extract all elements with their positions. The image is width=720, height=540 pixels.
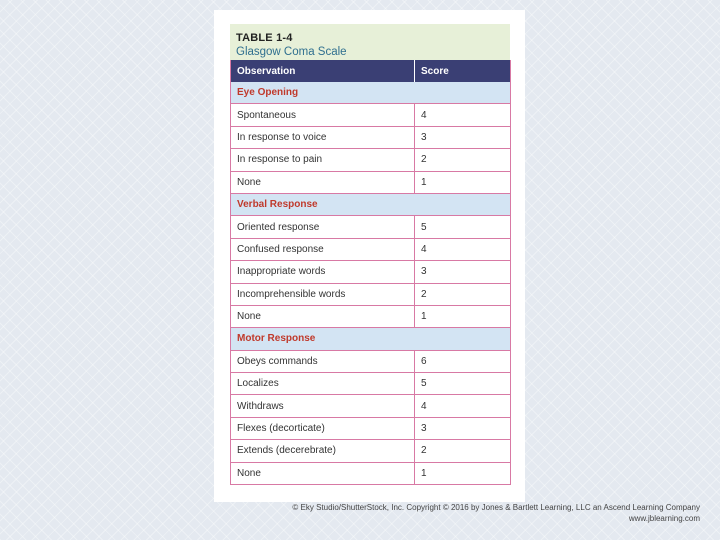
observation-cell: In response to pain bbox=[231, 149, 415, 171]
table-number: TABLE 1-4 bbox=[236, 32, 293, 44]
score-cell: 1 bbox=[415, 171, 511, 193]
table-row bbox=[231, 462, 511, 484]
observation-cell: In response to voice bbox=[231, 126, 415, 148]
score-cell: 4 bbox=[415, 238, 511, 260]
observation-cell: Localizes bbox=[231, 373, 415, 395]
table-image bbox=[214, 10, 525, 502]
score-column-header: Score bbox=[415, 60, 511, 82]
table-row bbox=[231, 417, 511, 439]
section-row-verbal-response bbox=[231, 193, 511, 215]
score-cell: 3 bbox=[415, 126, 511, 148]
score-cell: 4 bbox=[415, 395, 511, 417]
table-row bbox=[231, 305, 511, 327]
section-label: Eye Opening bbox=[231, 82, 415, 104]
observation-cell: Flexes (decorticate) bbox=[231, 417, 415, 439]
score-cell: 3 bbox=[415, 261, 511, 283]
section-label: Verbal Response bbox=[231, 193, 415, 215]
table-row bbox=[231, 261, 511, 283]
table-row bbox=[231, 350, 511, 372]
observation-cell: Extends (decerebrate) bbox=[231, 440, 415, 462]
score-cell: 2 bbox=[415, 283, 511, 305]
score-cell: 4 bbox=[415, 104, 511, 126]
table-row bbox=[231, 395, 511, 417]
score-cell: 1 bbox=[415, 305, 511, 327]
table-row bbox=[231, 238, 511, 260]
glasgow-coma-scale-table bbox=[230, 60, 511, 485]
observation-cell: Withdraws bbox=[231, 395, 415, 417]
observation-cell: Confused response bbox=[231, 238, 415, 260]
table-title: Glasgow Coma Scale bbox=[236, 46, 347, 58]
observation-cell: Inappropriate words bbox=[231, 261, 415, 283]
table-row bbox=[231, 440, 511, 462]
copyright-line: © Eky Studio/ShutterStock, Inc. Copyright © 2016 by Jones & Bartlett Learning, LLC an Ascend Learning Company bbox=[292, 503, 700, 512]
table-row bbox=[231, 283, 511, 305]
table-row bbox=[231, 373, 511, 395]
score-cell: 6 bbox=[415, 350, 511, 372]
table-row bbox=[231, 126, 511, 148]
table-row bbox=[231, 171, 511, 193]
observation-cell: Spontaneous bbox=[231, 104, 415, 126]
score-cell: 3 bbox=[415, 417, 511, 439]
copyright-notice bbox=[230, 502, 700, 524]
score-cell: 5 bbox=[415, 216, 511, 238]
score-cell: 2 bbox=[415, 440, 511, 462]
observation-cell: None bbox=[231, 462, 415, 484]
score-cell: 5 bbox=[415, 373, 511, 395]
observation-column-header: Observation bbox=[231, 60, 415, 82]
table-row bbox=[231, 216, 511, 238]
observation-cell: None bbox=[231, 305, 415, 327]
publisher-website: www.jblearning.com bbox=[628, 514, 700, 523]
table-header-row bbox=[231, 60, 511, 82]
score-cell: 2 bbox=[415, 149, 511, 171]
table-row bbox=[231, 149, 511, 171]
section-row-motor-response bbox=[231, 328, 511, 350]
observation-cell: None bbox=[231, 171, 415, 193]
section-row-eye-opening bbox=[231, 82, 511, 104]
observation-cell: Oriented response bbox=[231, 216, 415, 238]
score-cell: 1 bbox=[415, 462, 511, 484]
observation-cell: Obeys commands bbox=[231, 350, 415, 372]
table-row bbox=[231, 104, 511, 126]
observation-cell: Incomprehensible words bbox=[231, 283, 415, 305]
section-label: Motor Response bbox=[231, 328, 415, 350]
